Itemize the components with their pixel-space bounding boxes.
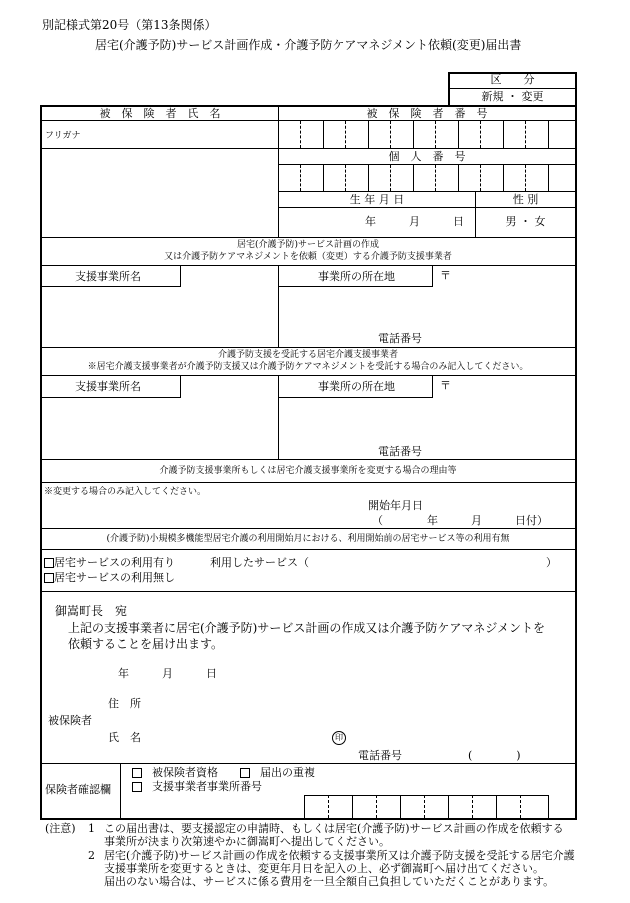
rule bbox=[41, 763, 575, 764]
section1-title-line2: 又は介護予防ケアマネジメントを依頼（変更）する介護予防支援事業者 bbox=[164, 252, 452, 262]
note2-line2: 支援事業所を変更するときは、変更年月日を記入の上、必ず御嵩町へ届け出てください。 bbox=[104, 862, 544, 875]
form-number: 別記様式第20号（第13条関係） bbox=[42, 18, 217, 32]
rule bbox=[432, 266, 433, 286]
section2-title-line2: ※居宅介護支援事業者が介護予防支援又は介護予防ケアマネジメントを受託する場合のみ記入してください。 bbox=[87, 362, 529, 372]
usage-option-no[interactable] bbox=[44, 572, 175, 584]
rule bbox=[432, 376, 433, 397]
rule bbox=[279, 286, 433, 287]
confirmation-item2[interactable] bbox=[240, 767, 315, 779]
section1-postal-mark: 〒 bbox=[440, 269, 451, 282]
usage-yes-label: 居宅サービスの利用有り bbox=[54, 556, 175, 569]
section1-office-name-field[interactable] bbox=[42, 287, 277, 346]
office-number-label: 支援事業者事業所番号 bbox=[152, 780, 262, 793]
section2-address-field[interactable] bbox=[434, 376, 574, 438]
division-mid bbox=[448, 88, 576, 89]
form-title: 居宅(介護予防)サービス計画作成・介護予防ケアマネジメント依頼(変更)届出書 bbox=[95, 38, 522, 52]
reason-note: ※変更する場合のみ記入してください。 bbox=[44, 487, 207, 497]
rule bbox=[279, 397, 433, 398]
usage-title: (介護予防)小規模多機能型居宅介護の利用開始月における、利用開始前の居宅サービス等の利用有無 bbox=[106, 534, 510, 544]
section2-office-name-field[interactable] bbox=[42, 398, 277, 458]
furigana-label: フリガナ bbox=[45, 131, 81, 141]
qualification-checkbox[interactable] bbox=[132, 768, 142, 778]
note1-line2: 事業所が決まり次第速やかに御嵩町へ提出してください。 bbox=[104, 835, 390, 848]
sex-header: 性 別 bbox=[512, 193, 539, 206]
rule bbox=[41, 148, 278, 149]
applicant-name-label: 氏 名 bbox=[108, 731, 141, 744]
rule bbox=[279, 148, 575, 149]
rule bbox=[279, 207, 575, 208]
declaration-line2: 依頼することを届け出ます。 bbox=[68, 637, 224, 651]
rule bbox=[279, 191, 575, 192]
declaration-line1: 上記の支援事業者に居宅(介護予防)サービス計画の作成又は介護予防ケアマネジメントを bbox=[68, 621, 546, 635]
rule bbox=[180, 376, 181, 397]
confirmation-label: 保険者確認欄 bbox=[45, 783, 111, 796]
notes-label: (注意) bbox=[45, 822, 76, 835]
rule bbox=[278, 106, 279, 237]
note2-line1: 居宅(介護予防)サービス計画の作成を依頼する支援事業所又は介護予防支援を受託する居宅介護 bbox=[104, 849, 575, 862]
division-value[interactable]: 新規 ・ 変更 bbox=[481, 90, 544, 103]
section2-title-line1: 介護予防支援を受託する居宅介護支援事業者 bbox=[217, 350, 398, 360]
note2-line3: 届出のない場合は、サービスに係る費用を一旦全額自己負担していただくことがあります。 bbox=[104, 875, 555, 888]
sex-value[interactable]: 男 ・ 女 bbox=[505, 215, 546, 228]
seal-mark: 印 bbox=[332, 731, 346, 745]
used-services-close: ） bbox=[546, 556, 557, 569]
frame-right bbox=[575, 72, 577, 820]
section2-phone-label: 電話番号 bbox=[378, 445, 422, 458]
rule bbox=[41, 482, 575, 483]
rule bbox=[278, 266, 279, 347]
confirmation-item1[interactable] bbox=[132, 767, 218, 779]
applicant-phone-field[interactable]: ( ) bbox=[468, 749, 521, 762]
division-label: 区 分 bbox=[490, 73, 535, 86]
insured-number-header: 被 保 険 者 番 号 bbox=[366, 107, 488, 120]
section2-postal-mark: 〒 bbox=[440, 379, 451, 392]
section2-address-label: 事業所の所在地 bbox=[318, 380, 395, 393]
applicant-address-label: 住 所 bbox=[108, 697, 141, 710]
section1-address-label: 事業所の所在地 bbox=[318, 270, 395, 283]
note1-line1: この届出書は、要支援認定の申請時、もしくは居宅(介護予防)サービス計画の作成を依頼する bbox=[104, 822, 564, 835]
section1-address-field[interactable] bbox=[434, 266, 574, 326]
rule bbox=[41, 459, 575, 460]
rule bbox=[41, 549, 575, 550]
rule bbox=[180, 266, 181, 286]
birthdate-value[interactable]: 年 月 日 bbox=[365, 215, 464, 228]
rule bbox=[41, 591, 575, 592]
qualification-label: 被保険者資格 bbox=[152, 766, 218, 779]
rule bbox=[41, 347, 575, 348]
insured-name-header: 被 保 険 者 氏 名 bbox=[99, 107, 221, 120]
rule bbox=[120, 764, 121, 819]
reason-title: 介護予防支援事業所もしくは居宅介護支援事業所を変更する場合の理由等 bbox=[159, 466, 457, 476]
rule bbox=[278, 376, 279, 459]
note2-number: 2 bbox=[88, 849, 95, 862]
usage-option-yes[interactable] bbox=[44, 557, 175, 569]
duplicate-checkbox[interactable] bbox=[240, 768, 250, 778]
rule bbox=[41, 120, 575, 121]
reason-start-value[interactable]: （ 年 月 日付） bbox=[372, 514, 548, 527]
usage-no-label: 居宅サービスの利用無し bbox=[54, 571, 175, 584]
note1-number: 1 bbox=[88, 822, 95, 835]
applicant-address-field[interactable] bbox=[150, 694, 570, 712]
reason-start-label: 開始年月日 bbox=[368, 499, 423, 512]
rule bbox=[41, 237, 575, 238]
section1-title-line1: 居宅(介護予防)サービス計画の作成 bbox=[236, 240, 380, 250]
personal-number-header: 個 人 番 号 bbox=[388, 150, 466, 163]
frame-left bbox=[40, 105, 42, 820]
usage-yes-checkbox[interactable] bbox=[44, 558, 54, 568]
declaration-date[interactable]: 年 月 日 bbox=[118, 667, 217, 680]
confirmation-item3[interactable] bbox=[132, 781, 262, 793]
section1-office-name-label: 支援事業所名 bbox=[75, 270, 141, 283]
duplicate-label: 届出の重複 bbox=[260, 766, 315, 779]
addressee: 御嵩町長 宛 bbox=[55, 604, 128, 618]
used-services-label: 利用したサービス（ bbox=[210, 556, 309, 569]
applicant-insured-label: 被保険者 bbox=[48, 714, 92, 727]
applicant-phone-label: 電話番号 bbox=[358, 749, 402, 762]
usage-no-checkbox[interactable] bbox=[44, 573, 54, 583]
section1-phone-label: 電話番号 bbox=[378, 332, 422, 345]
birthdate-header: 生 年 月 日 bbox=[349, 193, 405, 206]
office-number-checkbox[interactable] bbox=[132, 782, 142, 792]
rule bbox=[41, 528, 575, 529]
used-services-field[interactable] bbox=[320, 554, 544, 570]
applicant-name-field[interactable] bbox=[150, 728, 325, 746]
section2-office-name-label: 支援事業所名 bbox=[75, 380, 141, 393]
